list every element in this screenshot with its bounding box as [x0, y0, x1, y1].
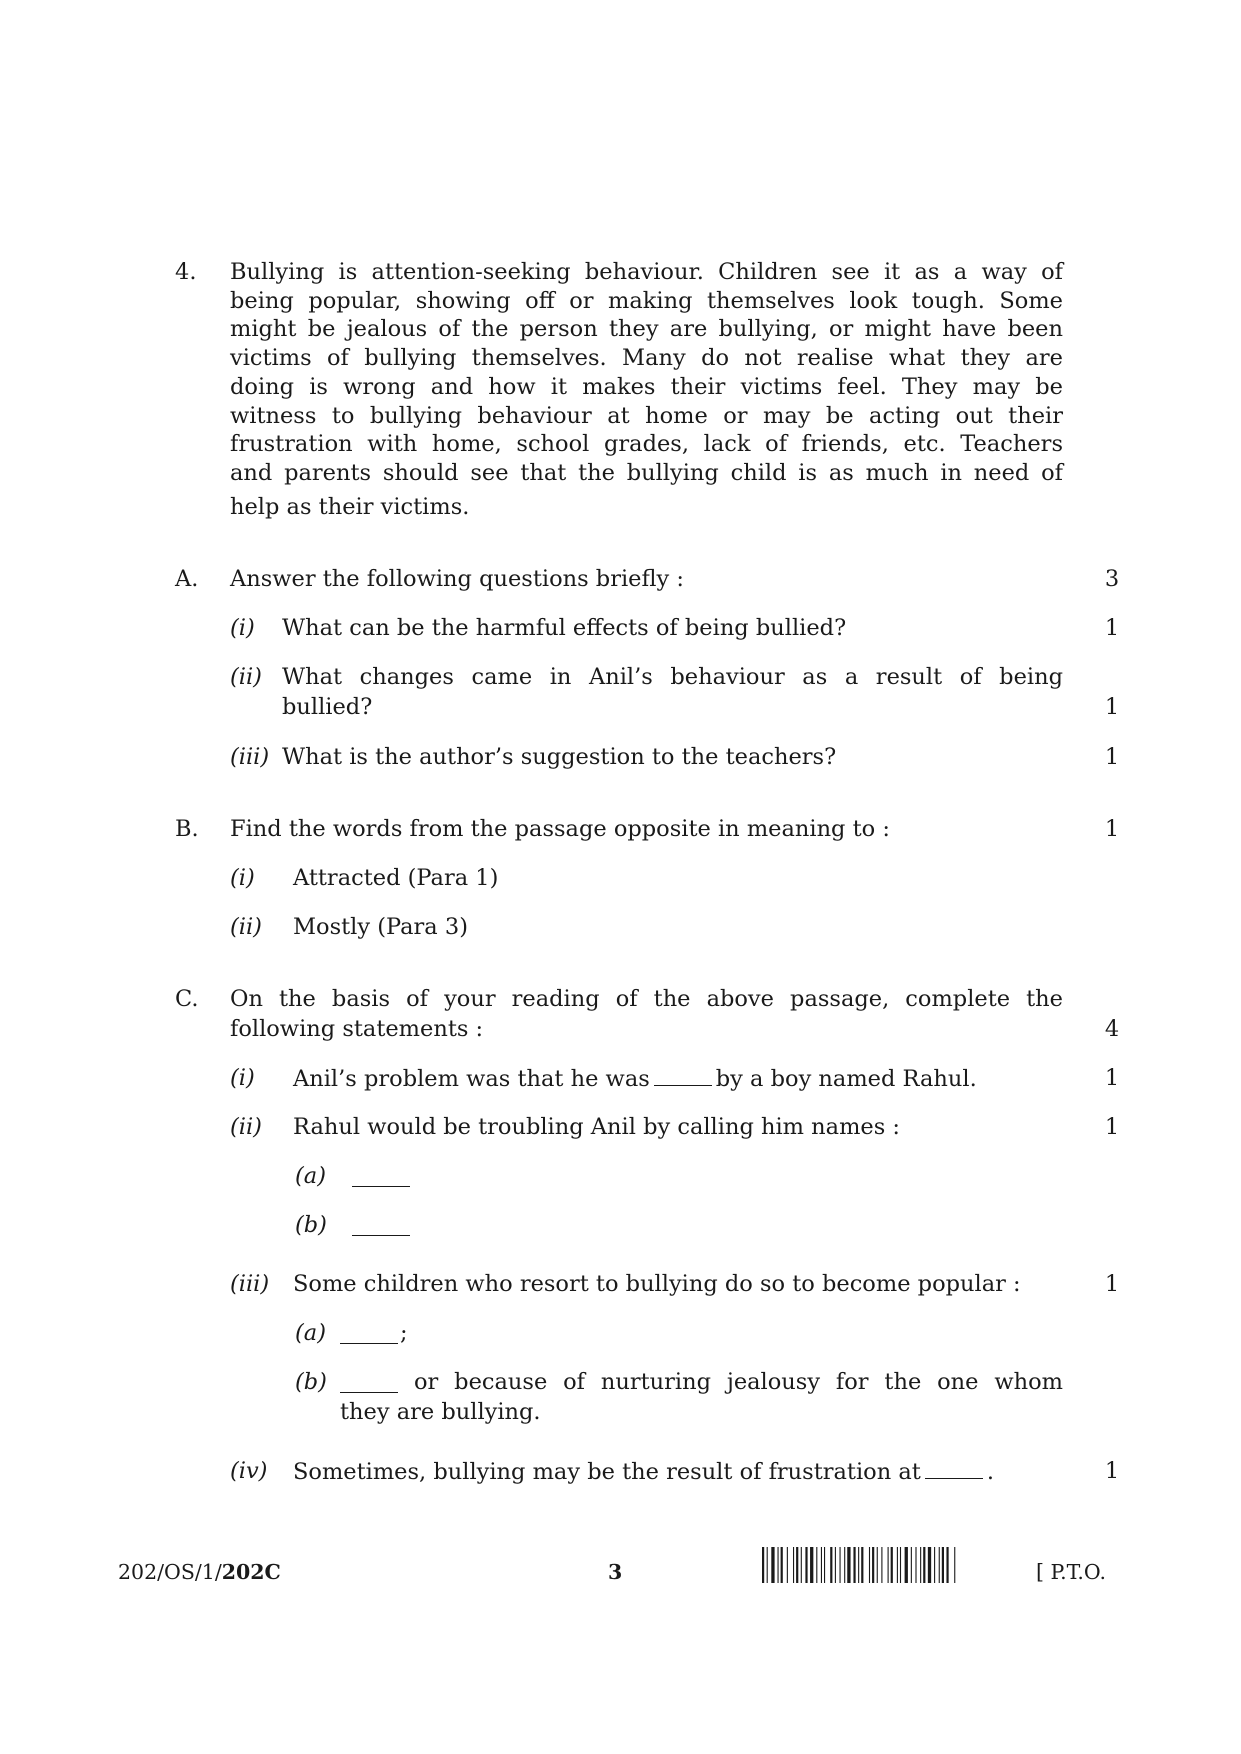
question-c-iii-b-label: (b) — [295, 1369, 327, 1395]
question-b-i-number: (i) — [230, 865, 255, 891]
answer-blank[interactable] — [654, 1065, 712, 1086]
question-c-ii-a-label: (a) — [295, 1163, 326, 1189]
section-c-marks: 4 — [1104, 1016, 1120, 1042]
question-b-ii-text: Mostly (Para 3) — [293, 914, 468, 940]
question-a-i-text: What can be the harmful effects of being bullied? — [282, 615, 847, 641]
question-c-iii-text: Some children who resort to bullying do so to become popular : — [293, 1271, 1021, 1297]
section-a-marks: 3 — [1104, 566, 1120, 592]
question-b-ii-number: (ii) — [230, 914, 262, 940]
question-a-ii-text-line2: bullied? — [282, 694, 373, 720]
question-b-i-text: Attracted (Para 1) — [293, 865, 499, 891]
passage-line: victims of bullying themselves. Many do not realise what they are — [230, 345, 1063, 372]
question-c-iii-a-label: (a) — [295, 1320, 326, 1346]
answer-blank[interactable] — [340, 1323, 398, 1344]
question-a-ii-number: (ii) — [230, 664, 262, 690]
question-c-iii-b-line1: or because of nurturing jealousy for the one whom — [414, 1369, 1063, 1395]
page-number: 3 — [608, 1560, 623, 1584]
section-b-label: B. — [175, 816, 199, 842]
question-c-ii-marks: 1 — [1104, 1114, 1120, 1140]
question-c-iii-b-line2: they are bullying. — [340, 1399, 541, 1425]
paper-code-prefix: 202/OS/1/ — [118, 1560, 222, 1584]
answer-blank[interactable] — [352, 1166, 410, 1187]
question-c-iii-a-suffix: ; — [400, 1320, 408, 1346]
question-c-i-before: Anil’s problem was that he was — [293, 1066, 650, 1092]
section-b-marks: 1 — [1104, 816, 1120, 842]
passage-line: help as their victims. — [230, 493, 470, 520]
section-a-label: A. — [175, 566, 199, 592]
passage-line: Bullying is attention-seeking behaviour. Children see it as a way of — [230, 259, 1063, 285]
question-number: 4. — [175, 259, 197, 285]
section-c-instruction-line2: following statements : — [230, 1016, 484, 1042]
question-c-iii-marks: 1 — [1104, 1271, 1120, 1297]
passage-line: doing is wrong and how it makes their victims feel. They may be — [230, 373, 1063, 400]
question-c-iii-number: (iii) — [230, 1271, 270, 1297]
question-a-ii-marks: 1 — [1104, 694, 1120, 720]
question-c-i-text — [293, 1065, 977, 1092]
question-c-iv-number: (iv) — [230, 1458, 268, 1484]
passage-line: might be jealous of the person they are bullying, or might have been — [230, 316, 1063, 343]
question-c-ii-number: (ii) — [230, 1114, 262, 1140]
passage-line: witness to bullying behaviour at home or may be acting out their — [230, 402, 1063, 429]
question-c-i-number: (i) — [230, 1065, 255, 1091]
question-a-iii-marks: 1 — [1104, 744, 1120, 770]
question-a-ii-text-line1: What changes came in Anil’s behaviour as a result of being — [282, 664, 1063, 690]
question-c-iv-after: . — [986, 1459, 994, 1485]
question-c-i-after: by a boy named Rahul. — [715, 1066, 977, 1092]
answer-blank[interactable] — [352, 1215, 410, 1236]
question-c-iv-before: Sometimes, bullying may be the result of frustration at — [293, 1459, 921, 1485]
question-c-i-marks: 1 — [1104, 1065, 1120, 1091]
passage — [230, 258, 1063, 521]
paper-code-bold: 202C — [221, 1560, 281, 1584]
pto-label: [ P.T.O. — [1036, 1560, 1106, 1584]
answer-blank[interactable] — [925, 1458, 983, 1479]
passage-line: frustration with home, school grades, lack of friends, etc. Teachers — [230, 431, 1063, 458]
section-a-instruction: Answer the following questions briefly : — [230, 566, 684, 592]
passage-line: being popular, showing off or making themselves look tough. Some — [230, 287, 1063, 314]
answer-blank[interactable] — [340, 1372, 398, 1393]
section-c-instruction-line1: On the basis of your reading of the above passage, complete the — [230, 986, 1063, 1012]
question-c-iv-marks: 1 — [1104, 1458, 1120, 1484]
question-a-iii-text: What is the author’s suggestion to the teachers? — [282, 744, 837, 770]
question-a-iii-number: (iii) — [230, 744, 270, 770]
passage-line: and parents should see that the bullying child is as much in need of — [230, 459, 1063, 486]
section-b-instruction: Find the words from the passage opposite in meaning to : — [230, 816, 890, 842]
question-c-ii-b-label: (b) — [295, 1212, 327, 1238]
paper-code — [118, 1560, 281, 1584]
question-c-ii-text: Rahul would be troubling Anil by calling him names : — [293, 1114, 901, 1140]
question-a-i-number: (i) — [230, 615, 255, 641]
barcode-icon — [762, 1547, 1022, 1583]
section-c-label: C. — [175, 986, 199, 1012]
question-a-i-marks: 1 — [1104, 615, 1120, 641]
question-c-iv-text — [293, 1458, 994, 1485]
